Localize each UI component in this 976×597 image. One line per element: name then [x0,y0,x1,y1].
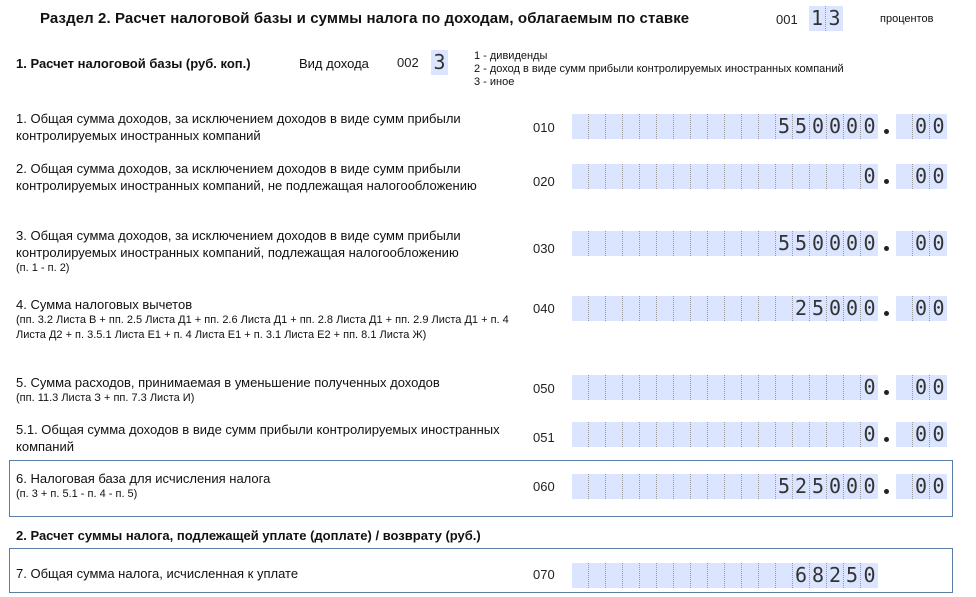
row-label [16,160,528,194]
digit-cell [776,164,793,189]
digit-cell [725,296,742,321]
digit-cell [725,164,742,189]
digit-cell: 0 [863,563,876,587]
row-010-rubles-field[interactable] [572,114,878,139]
digit-cell [759,231,776,256]
digit-cell [793,375,810,400]
row-label [16,421,528,455]
digit-cell: 2 [827,563,844,588]
digit-cell: 5 [793,114,810,139]
digit-cell [810,164,827,189]
digit-cell [708,164,725,189]
digit-cell [691,296,708,321]
row-040-kopecks-field[interactable] [896,296,947,321]
digit-cell [827,164,844,189]
digit-cell [793,164,810,189]
digit-cell [759,296,776,321]
digit-cell [742,375,759,400]
digit-cell [896,114,913,139]
row-050-rubles-field[interactable] [572,375,878,400]
row-code: 040 [533,301,555,316]
row-040-rubles-field[interactable] [572,296,878,321]
digit-cell [708,474,725,499]
digit-cell: 0 [863,114,876,138]
digit-cell [810,375,827,400]
digit-cell: 0 [932,296,945,320]
digit-cell [725,474,742,499]
digit-cell [776,375,793,400]
row-code: 051 [533,430,555,445]
digit-cell: 0 [863,422,876,446]
digit-cell: 0 [844,474,861,499]
row-label [16,227,528,276]
row-label-text: 1. Общая сумма доходов, за исключением доходов в виде сумм прибыли контролируемых иностранных компаний [16,111,461,143]
digit-cell [793,422,810,447]
digit-cell: 5 [844,563,861,588]
row-code: 020 [533,174,555,189]
digit-cell [572,231,589,256]
digit-cell [623,114,640,139]
digit-cell [742,563,759,588]
digit-cell [708,422,725,447]
row-070-label: 7. Общая сумма налога, исчисленная к уплате [16,566,299,581]
digit-cell: 5 [810,474,827,499]
income-type-field[interactable] [431,50,448,75]
digit-cell [589,164,606,189]
digit-cell [742,296,759,321]
rate-digit-cell: 3 [828,6,841,30]
digit-cell [657,563,674,588]
digit-cell: 0 [827,114,844,139]
digit-cell [759,474,776,499]
digit-cell [640,563,657,588]
digit-cell: 8 [810,563,827,588]
digit-cell [844,422,861,447]
digit-cell: 0 [863,164,876,188]
row-label [16,296,528,343]
row-label [16,110,528,144]
digit-cell [674,375,691,400]
digit-cell: 0 [913,296,930,321]
digit-cell: 0 [827,296,844,321]
decimal-point [884,179,889,184]
digit-cell [896,422,913,447]
digit-cell: 0 [844,114,861,139]
row-code: 010 [533,120,555,135]
row-code: 060 [533,479,555,494]
digit-cell [623,422,640,447]
rate-digit-cell: 1 [809,6,826,31]
digit-cell [657,474,674,499]
digit-cell [589,563,606,588]
digit-cell [725,231,742,256]
digit-cell: 0 [863,296,876,320]
row-label-note: (пп. 3.2 Листа В + пп. 2.5 Листа Д1 + пп. 2.6 Листа Д1 + пп. 2.8 Листа Д1 + пп. 2.9 Листа Д1 + п. 4 Листа Д2 + п. 3.5.1 Листа Е1 + п. 4 Листа Е1 + п. 3.1 Листа Е2 + пп. 8.1 Листа Ж) [16,314,509,341]
digit-cell: 6 [793,563,810,588]
digit-cell: 0 [913,375,930,400]
decimal-point [884,311,889,316]
digit-cell [742,164,759,189]
digit-cell [623,231,640,256]
digit-cell [896,231,913,256]
row-051-kopecks-field[interactable] [896,422,947,447]
digit-cell [589,296,606,321]
digit-cell: 0 [932,114,945,138]
digit-cell [572,563,589,588]
row-label [16,374,528,406]
digit-cell [657,296,674,321]
digit-cell [759,114,776,139]
digit-cell [674,296,691,321]
digit-cell [776,563,793,588]
digit-cell [708,231,725,256]
digit-cell [589,231,606,256]
row-code: 050 [533,381,555,396]
decimal-point [884,246,889,251]
digit-cell: 0 [932,231,945,255]
digit-cell [691,422,708,447]
section-title: Раздел 2. Расчет налоговой базы и суммы налога по доходам, облагаемым по ставке [40,10,690,27]
digit-cell [844,375,861,400]
digit-cell: 0 [827,474,844,499]
row-010-kopecks-field[interactable] [896,114,947,139]
digit-cell [640,164,657,189]
digit-cell [606,422,623,447]
digit-cell: 0 [932,375,945,399]
rate-suffix: процентов [880,13,934,25]
digit-cell [776,296,793,321]
digit-cell [759,375,776,400]
digit-cell [657,422,674,447]
digit-cell [896,296,913,321]
digit-cell [640,296,657,321]
digit-cell [572,474,589,499]
row-label-note: (пп. 11.3 Листа З + пп. 7.3 Листа И) [16,392,195,404]
digit-cell [691,114,708,139]
digit-cell [640,375,657,400]
digit-cell [674,231,691,256]
digit-cell [742,474,759,499]
digit-cell [674,164,691,189]
digit-cell [623,296,640,321]
digit-cell: 0 [863,231,876,255]
row-label-text: 6. Налоговая база для исчисления налога [16,471,271,486]
digit-cell: 0 [932,474,945,498]
digit-cell [623,375,640,400]
digit-cell [572,296,589,321]
rate-field[interactable] [809,6,843,31]
digit-cell [827,375,844,400]
digit-cell: 2 [793,296,810,321]
digit-cell [657,114,674,139]
row-020-kopecks-field[interactable] [896,164,947,189]
digit-cell [708,563,725,588]
digit-cell: 0 [913,474,930,499]
decimal-point [884,129,889,134]
income-type-option: 2 - доход в виде сумм прибыли контролируемых иностранных компаний [474,63,844,75]
digit-cell [742,114,759,139]
digit-cell [691,164,708,189]
income-type-label: Вид дохода [299,56,369,71]
digit-cell [589,422,606,447]
income-type-options [474,50,844,89]
digit-cell [589,375,606,400]
digit-cell [708,114,725,139]
digit-cell [640,422,657,447]
digit-cell [606,114,623,139]
digit-cell: 5 [776,474,793,499]
digit-cell [674,563,691,588]
digit-cell [657,164,674,189]
row-code: 030 [533,241,555,256]
digit-cell [691,375,708,400]
digit-cell [810,422,827,447]
digit-cell [896,375,913,400]
rate-code: 001 [776,12,798,27]
digit-cell [759,164,776,189]
row-label-note: (п. 3 + п. 5.1 - п. 4 - п. 5) [16,488,138,500]
row-030-kopecks-field[interactable] [896,231,947,256]
digit-cell [606,375,623,400]
digit-cell [691,474,708,499]
row-label-text: 3. Общая сумма доходов, за исключением доходов в виде сумм прибыли контролируемых иностранных компаний, подлежащая налогообложению [16,228,461,260]
digit-cell: 5 [776,114,793,139]
digit-cell [589,474,606,499]
digit-cell [725,422,742,447]
digit-cell [759,563,776,588]
digit-cell: 0 [863,375,876,399]
row-060-rubles-field[interactable] [572,474,878,499]
digit-cell [827,422,844,447]
digit-cell [572,375,589,400]
income-type-code: 002 [397,55,419,70]
row-051-rubles-field[interactable] [572,422,878,447]
digit-cell: 0 [913,114,930,139]
digit-cell [674,474,691,499]
digit-cell [708,375,725,400]
income-type-option: 3 - иное [474,76,515,88]
digit-cell [759,422,776,447]
digit-cell [742,422,759,447]
row-070-code: 070 [533,567,555,582]
digit-cell [606,563,623,588]
digit-cell [606,296,623,321]
row-070-field[interactable] [572,563,878,588]
digit-cell: 2 [793,474,810,499]
digit-cell [896,164,913,189]
digit-cell [572,422,589,447]
digit-cell: 0 [844,231,861,256]
row-label-note: (п. 1 - п. 2) [16,262,70,274]
digit-cell [725,114,742,139]
digit-cell: 0 [913,231,930,256]
row-label [16,470,528,502]
decimal-point [884,437,889,442]
digit-cell: 0 [913,164,930,189]
row-060-kopecks-field[interactable] [896,474,947,499]
digit-cell [674,114,691,139]
digit-cell [742,231,759,256]
income-type-option: 1 - дивиденды [474,50,548,62]
row-label-text: 5. Сумма расходов, принимаемая в уменьшение полученных доходов [16,375,440,390]
row-050-kopecks-field[interactable] [896,375,947,400]
digit-cell: 0 [844,296,861,321]
digit-cell: 0 [827,231,844,256]
digit-cell [640,114,657,139]
digit-cell [725,563,742,588]
digit-cell [572,114,589,139]
digit-cell [623,563,640,588]
digit-cell [691,231,708,256]
decimal-point [884,390,889,395]
digit-cell [896,474,913,499]
section1-title: 1. Расчет налоговой базы (руб. коп.) [16,56,251,71]
digit-cell: 0 [810,114,827,139]
digit-cell: 5 [776,231,793,256]
digit-cell: 0 [810,231,827,256]
digit-cell [844,164,861,189]
digit-cell [623,164,640,189]
income-type-cell: 3 [433,50,446,74]
digit-cell: 5 [810,296,827,321]
digit-cell [776,422,793,447]
digit-cell [623,474,640,499]
row-label-text: 4. Сумма налоговых вычетов [16,297,193,312]
digit-cell [674,422,691,447]
digit-cell [606,164,623,189]
row-020-rubles-field[interactable] [572,164,878,189]
digit-cell [725,375,742,400]
digit-cell [606,474,623,499]
decimal-point [884,489,889,494]
digit-cell [640,231,657,256]
digit-cell [708,296,725,321]
digit-cell: 0 [932,164,945,188]
digit-cell [589,114,606,139]
row-label-text: 5.1. Общая сумма доходов в виде сумм прибыли контролируемых иностранных компаний [16,422,500,454]
row-label-text: 2. Общая сумма доходов, за исключением доходов в виде сумм прибыли контролируемых иностранных компаний, не подлежащая налогообложению [16,161,477,193]
section2-title: 2. Расчет суммы налога, подлежащей уплате (доплате) / возврату (руб.) [16,528,481,543]
digit-cell [657,375,674,400]
digit-cell [572,164,589,189]
digit-cell: 0 [913,422,930,447]
digit-cell [657,231,674,256]
digit-cell: 0 [863,474,876,498]
digit-cell [691,563,708,588]
digit-cell [606,231,623,256]
row-030-rubles-field[interactable] [572,231,878,256]
digit-cell: 5 [793,231,810,256]
digit-cell [640,474,657,499]
digit-cell: 0 [932,422,945,446]
